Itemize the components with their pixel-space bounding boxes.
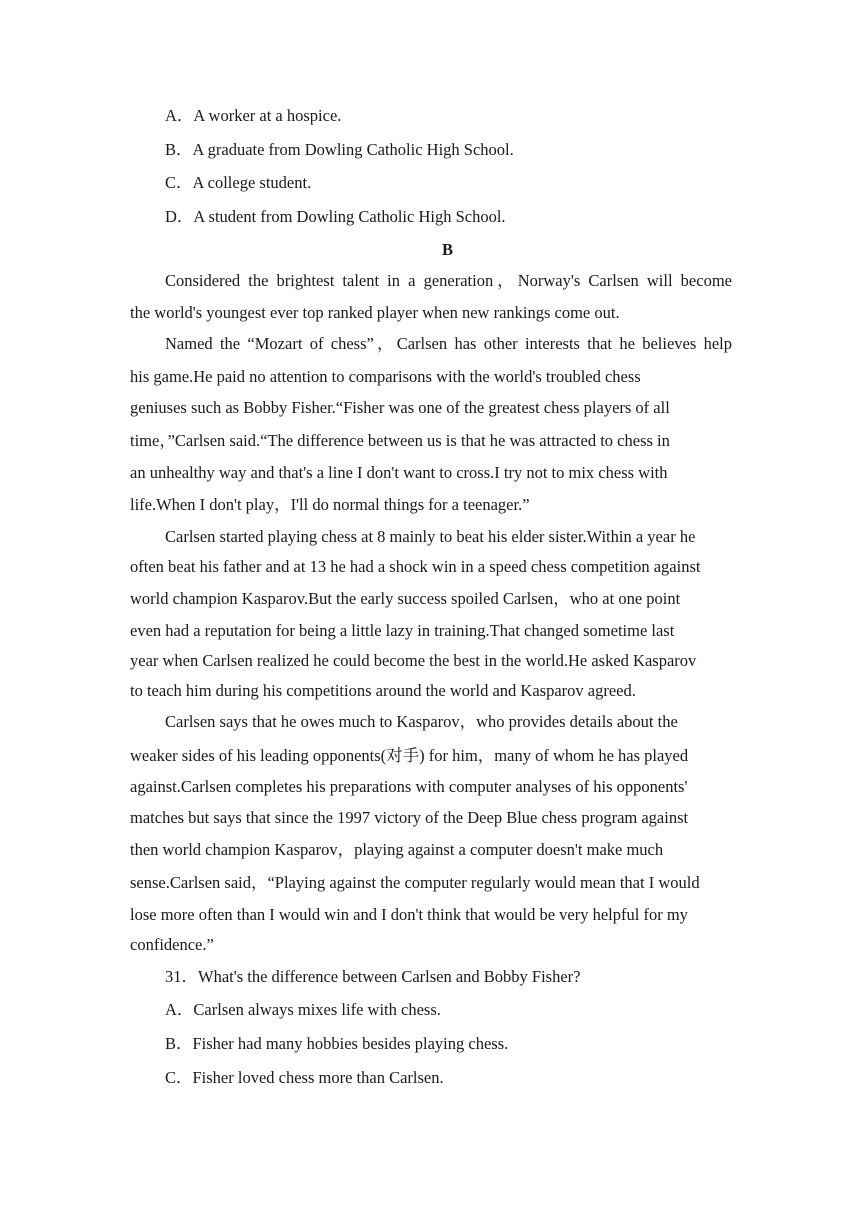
option-a: A．A worker at a hospice. xyxy=(165,106,342,125)
passage-line: Considered the brightest talent in a generation，Norway's Carlsen will become xyxy=(165,271,732,290)
passage-line: weaker sides of his leading opponents(对手) for him，many of whom he has played xyxy=(130,746,689,765)
question-31-stem: 31．What's the difference between Carlsen and Bobby Fisher? xyxy=(165,967,581,986)
passage-line: Named the “Mozart of chess”，Carlsen has other interests that he believes help xyxy=(165,334,732,353)
section-heading: B xyxy=(441,240,453,259)
passage-line: the world's youngest ever top ranked player when new rankings come out. xyxy=(130,303,620,322)
passage-line: geniuses such as Bobby Fisher.“Fisher was one of the greatest chess players of all xyxy=(130,398,670,417)
passage-line: even had a reputation for being a little lazy in training.That changed sometime last xyxy=(130,621,675,640)
passage-line: to teach him during his competitions around the world and Kasparov agreed. xyxy=(130,681,636,700)
passage-line: sense.Carlsen said，“Playing against the computer regularly would mean that I would xyxy=(130,873,700,892)
passage-line: life.When I don't play，I'll do normal things for a teenager.” xyxy=(130,495,530,514)
question-31-option-c: C．Fisher loved chess more than Carlsen. xyxy=(165,1068,444,1087)
passage-line: an unhealthy way and that's a line I don't want to cross.I try not to mix chess with xyxy=(130,463,668,482)
question-31-option-a: A．Carlsen always mixes life with chess. xyxy=(165,1000,441,1019)
option-b: B．A graduate from Dowling Catholic High School. xyxy=(165,140,514,159)
passage-line: against.Carlsen completes his preparations with computer analyses of his opponents' xyxy=(130,777,688,796)
passage-line: lose more often than I would win and I don't think that would be very helpful for my xyxy=(130,905,688,924)
passage-line: matches but says that since the 1997 victory of the Deep Blue chess program against xyxy=(130,808,689,827)
passage-line: confidence.” xyxy=(130,935,214,954)
passage-line: his game.He paid no attention to comparisons with the world's troubled chess xyxy=(130,367,641,386)
question-31-option-b: B．Fisher had many hobbies besides playing chess. xyxy=(165,1034,509,1053)
passage-line: year when Carlsen realized he could become the best in the world.He asked Kasparov xyxy=(130,651,697,670)
passage-line: often beat his father and at 13 he had a shock win in a speed chess competition against xyxy=(130,557,701,576)
passage-line: Carlsen says that he owes much to Kasparov，who provides details about the xyxy=(165,712,678,731)
passage-line: world champion Kasparov.But the early success spoiled Carlsen，who at one point xyxy=(130,589,681,608)
option-c: C．A college student. xyxy=(165,173,312,192)
option-d: D．A student from Dowling Catholic High School. xyxy=(165,207,506,226)
passage-line: Carlsen started playing chess at 8 mainly to beat his elder sister.Within a year he xyxy=(165,527,696,546)
passage-line: then world champion Kasparov，playing against a computer doesn't make much xyxy=(130,840,664,859)
passage-line: time，”Carlsen said.“The difference between us is that he was attracted to chess in xyxy=(130,431,670,450)
